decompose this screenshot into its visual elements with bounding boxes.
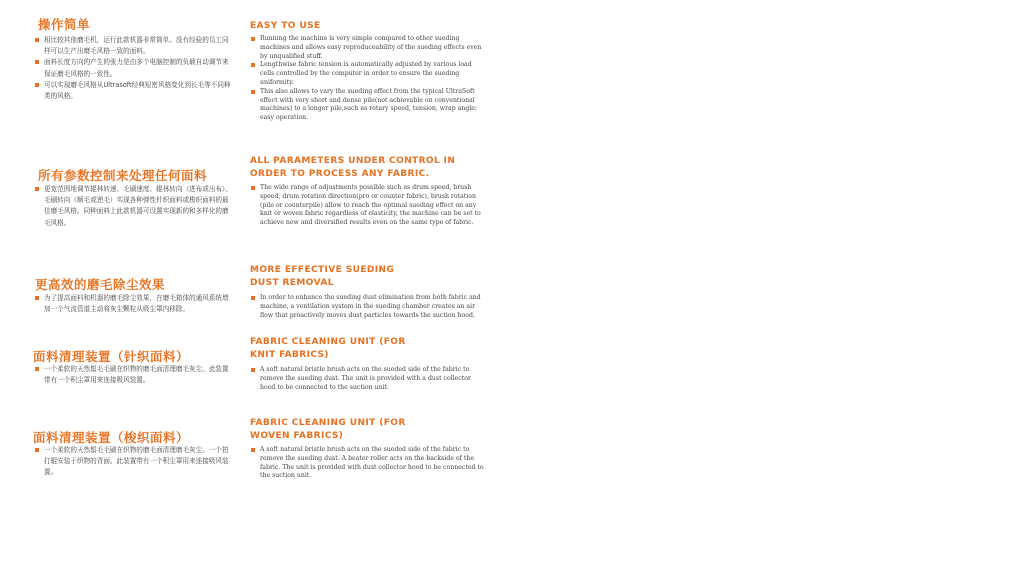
zh-body-easy-to-use xyxy=(35,35,235,102)
bullet-icon xyxy=(35,296,39,300)
list-item: Running the machine is very simple compared to other sueding machines and allows easy reproduceability of the sueding effects even by unqualified stuff. xyxy=(251,35,487,61)
list-item: The wide range of adjustments possible such as drum speed, brush speed, drum rotation direction(pro or counter fabric), brush rotation (pile or counterpile) allow to reach the optimal sueding effect on any knit or woven fabric regardless of elasticity, the machine can be set to achieve new and diversified results even on the same type of fabric. xyxy=(251,184,487,228)
en-body-woven-cleaning xyxy=(251,446,487,481)
list-item: Lengthwise fabric tension is automatically adjusted by various load cells controlled by the computer in order to ensure the sueding uniformity. xyxy=(251,61,487,87)
bullet-icon xyxy=(251,63,255,67)
list-item: 更宽范围地调节辊林转速、毛刷速度、辊林转向（进布或出布）、毛刷转向（顺毛或逆毛）实现各种弹性针织面料或梭织面料的最佳磨毛风格。同种面料上此款机器可设置实现新的和多样化的磨毛风格。 xyxy=(35,184,235,229)
zh-title-easy-to-use: 操作简单 xyxy=(38,17,91,32)
list-item: A soft natural bristle brush acts on the sueded side of the fabric to remove the sueding dust. The unit is provided with a dust collector hood to be connected to the suction unit. xyxy=(251,366,487,392)
bullet-icon xyxy=(251,296,255,300)
en-body-easy-to-use xyxy=(251,35,487,123)
list-item: In order to enhance the sueding dust elimination from both fabric and machine, a ventilation system in the sueding chamber creates an air flow that proactively moves dust particles towards the suction hood. xyxy=(251,294,487,320)
bullet-icon xyxy=(35,187,39,191)
brochure-page xyxy=(0,0,530,500)
list-item: 相比较其他磨毛机，运行此款机器非常简单。没有经验的员工同样可以生产出磨毛风格一致的面料。 xyxy=(35,35,235,57)
en-title-woven-cleaning: FABRIC CLEANING UNIT (FOR WOVEN FABRICS) xyxy=(250,418,406,441)
bullet-icon xyxy=(251,186,255,190)
en-body-all-parameters xyxy=(251,184,487,228)
bullet-icon xyxy=(35,448,39,452)
en-title-all-parameters: ALL PARAMETERS UNDER CONTROL IN ORDER TO PROCESS ANY FABRIC. xyxy=(250,156,456,179)
list-item: A soft natural bristle brush acts on the sueded side of the fabric to remove the sueding dust. A beater roller acts on the backside of the fabric. The unit is provided with dust collector hood to be connected to the suction unit. xyxy=(251,446,487,481)
bullet-icon xyxy=(35,38,39,42)
bullet-icon xyxy=(35,367,39,371)
en-body-dust-removal xyxy=(251,294,487,320)
en-title-knit-cleaning: FABRIC CLEANING UNIT (FOR KNIT FABRICS) xyxy=(250,337,406,360)
bullet-icon xyxy=(35,60,39,64)
zh-title-all-parameters: 所有参数控制来处理任何面料 xyxy=(38,168,208,183)
zh-body-woven-cleaning xyxy=(35,445,235,479)
zh-body-dust-removal xyxy=(35,293,235,315)
zh-body-knit-cleaning xyxy=(35,364,235,386)
list-item: 可以实现磨毛风格从Ultrasoft经典短密风格变化到长毛等不同种类的风格。 xyxy=(35,80,235,102)
bullet-icon xyxy=(35,83,39,87)
bullet-icon xyxy=(251,448,255,452)
bullet-icon xyxy=(251,90,255,94)
zh-title-dust-removal: 更高效的磨毛除尘效果 xyxy=(35,277,166,292)
en-body-knit-cleaning xyxy=(251,366,487,392)
zh-body-all-parameters xyxy=(35,184,235,229)
list-item: 一个柔软的天然鬃毛毛刷在织物的磨毛面清理磨毛灰尘。一个拍打辊安装于织物的背面。此装置带有一个积尘罩用来连接吸风装置。 xyxy=(35,445,235,479)
en-title-dust-removal: MORE EFFECTIVE SUEDING DUST REMOVAL xyxy=(250,265,395,288)
bullet-icon xyxy=(251,368,255,372)
zh-title-woven-cleaning: 面料清理装置（梭织面料） xyxy=(33,430,190,445)
list-item: 面料长度方向的产生的张力是由多个电脑控制的负载自动调节来保证磨毛风格的一致性。 xyxy=(35,57,235,79)
list-item: 一个柔软的天然鬃毛毛刷在织物的磨毛面清理磨毛灰尘。此装置带有一个积尘罩用来连接吸风装置。 xyxy=(35,364,235,386)
en-title-easy-to-use: EASY TO USE xyxy=(250,21,321,31)
zh-title-knit-cleaning: 面料清理装置（针织面料） xyxy=(33,349,190,364)
bullet-icon xyxy=(251,37,255,41)
list-item: This also allows to vary the sueding effect from the typical UltraSoft effect with very short and dense pile(not achievable on conventional machines) to a longer pile,such as rotary speed, tension, wrap angle; easy operation. xyxy=(251,88,487,123)
list-item: 为了提高面料和机器的磨毛除尘效果，在磨毛箱体的通风系统增加一个气流管道主动将灰尘颗粒从吸尘罩内移除。 xyxy=(35,293,235,315)
